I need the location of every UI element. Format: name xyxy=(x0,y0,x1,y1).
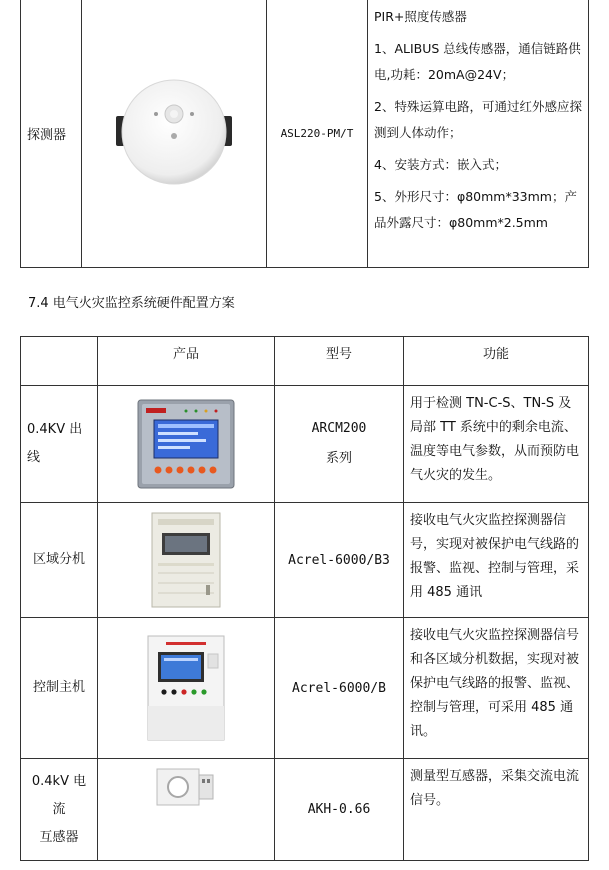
function-item: 2、特殊运算电路，可通过红外感应探测到人体动作； xyxy=(374,99,582,140)
product-model: AKH-0.66 xyxy=(275,759,404,861)
table-row xyxy=(21,759,589,861)
product-image-cell xyxy=(82,0,267,268)
product-name: 探测器 xyxy=(21,0,82,268)
name-line: 线 xyxy=(27,450,41,465)
model-line: ARCM200 xyxy=(311,421,367,436)
section-title: 7.4 电气火灾监控系统硬件配置方案 xyxy=(28,296,235,311)
product-image-cell xyxy=(98,386,275,503)
name-line: 流 xyxy=(52,801,66,817)
arcm200-meter-image xyxy=(98,398,274,490)
product-name xyxy=(21,386,98,503)
product-name: 控制主机 xyxy=(21,618,98,759)
function-item: 4、安装方式：嵌入式； xyxy=(374,157,507,172)
product-image-cell xyxy=(98,759,275,861)
control-host-image xyxy=(98,634,274,742)
header-cell: 产品 xyxy=(98,337,275,386)
header-cell xyxy=(21,337,98,386)
table-row xyxy=(21,618,589,759)
table-row xyxy=(21,503,589,618)
table-row xyxy=(21,386,589,503)
header-cell: 型号 xyxy=(275,337,404,386)
product-model: Acrel-6000/B3 xyxy=(275,503,404,618)
product-image-cell xyxy=(98,503,275,618)
pir-sensor-image xyxy=(82,64,266,204)
product-function: 接收电气火灾监控探测器信号，实现对被保护电气线路的报警、监视、控制与管理，采用 485 通讯 xyxy=(404,503,589,618)
name-line: 0.4kV 电 xyxy=(31,773,87,789)
product-name xyxy=(21,759,98,861)
name-line: 0.4KV 出 xyxy=(27,422,83,437)
name-line: 互感器 xyxy=(39,829,79,845)
hardware-config-table xyxy=(20,336,589,861)
model-line: 系列 xyxy=(325,451,352,466)
product-model: ASL220-PM/T xyxy=(267,0,368,268)
product-model: Acrel-6000/B xyxy=(275,618,404,759)
product-function xyxy=(368,0,589,268)
function-title: PIR+照度传感器 xyxy=(374,9,467,24)
product-function: 接收电气火灾监控探测器信号和各区域分机数据，实现对被保护电气线路的报警、监视、控制与管理，可采用 485 通讯。 xyxy=(404,618,589,759)
product-name: 区域分机 xyxy=(21,503,98,618)
table-row xyxy=(21,0,589,268)
table-header-row xyxy=(21,337,589,386)
header-cell: 功能 xyxy=(404,337,589,386)
product-function: 测量型互感器，采集交流电流信号。 xyxy=(404,759,589,861)
current-transformer-image xyxy=(98,765,274,809)
product-model xyxy=(275,386,404,503)
product-function: 用于检测 TN-C-S、TN-S 及局部 TT 系统中的剩余电流、温度等电气参数，从而预防电气火灾的发生。 xyxy=(404,386,589,503)
function-item: 1、ALIBUS 总线传感器，通信链路供电,功耗：20mA@24V； xyxy=(374,41,581,82)
area-unit-image xyxy=(98,511,274,609)
function-item: 5、外形尺寸：φ80mm*33mm；产品外露尺寸：φ80mm*2.5mm xyxy=(374,189,577,230)
detector-table xyxy=(20,0,589,268)
product-image-cell xyxy=(98,618,275,759)
